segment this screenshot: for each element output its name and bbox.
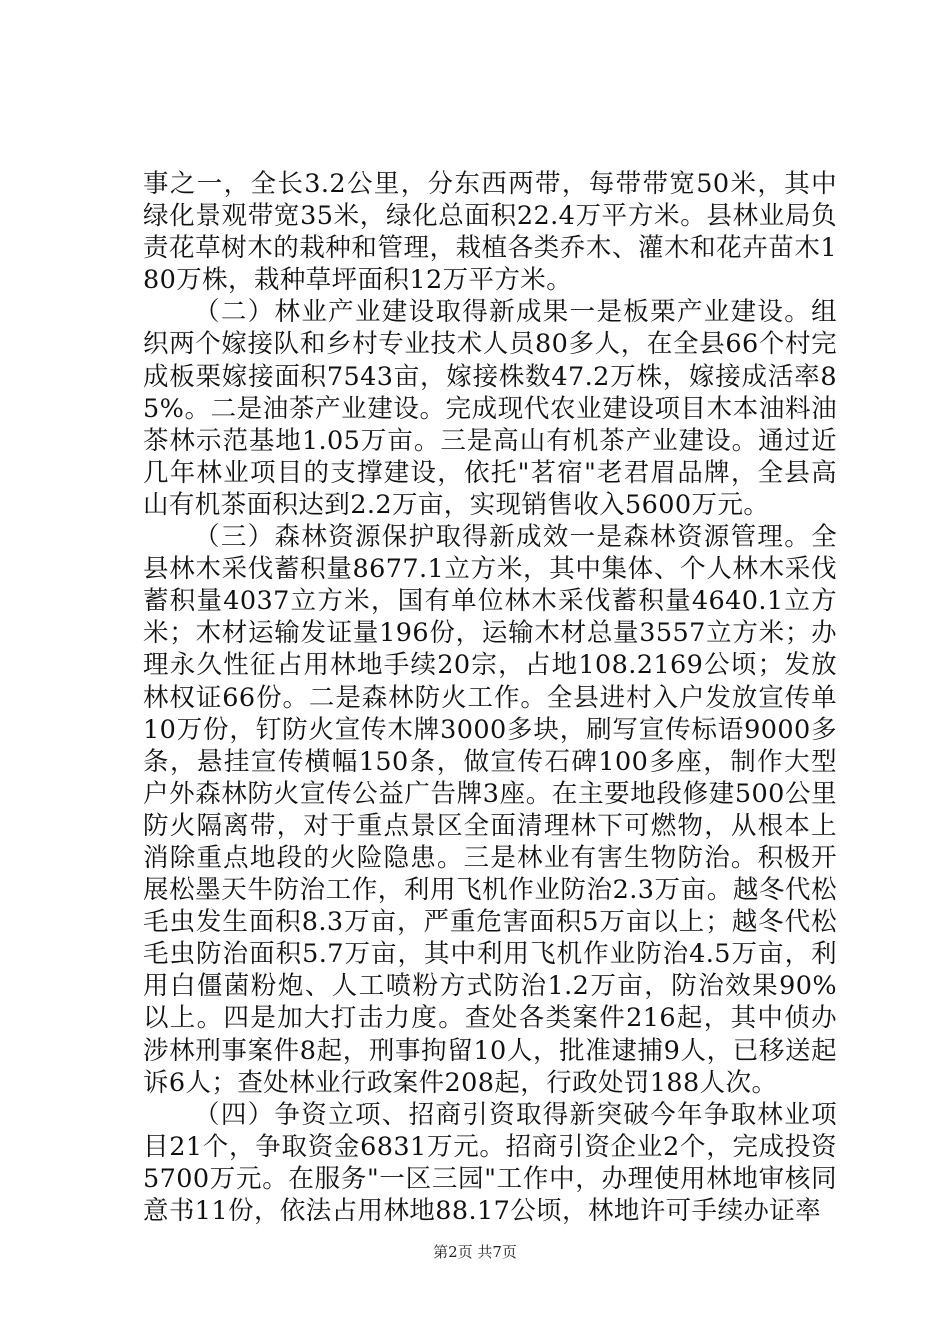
paragraph-forestry-industry: （二）林业产业建设取得新成果一是板栗产业建设。组织两个嫁接队和乡村专业技术人员80多人，在全县66个村完成板栗嫁接面积7543亩，嫁接株数47.2万株，嫁接成活率85%。二是油茶产业建设。完成现代农业建设项目木本油料油茶林示范基地1.05万亩。三是高山有机茶产业建设。通过近几年林业项目的支撑建设，依托"茗宿"老君眉品牌，全县高山有机茶面积达到2.2万亩，实现销售收入5600万元。 bbox=[143, 297, 837, 520]
paragraph-continuation: 事之一，全长3.2公里，分东西两带，每带带宽50米，其中绿化景观带宽35米，绿化总面积22.4万平方米。县林业局负责花草树木的栽种和管理，栽植各类乔木、灌木和花卉苗木180万株，栽种草坪面积12万平方米。 bbox=[143, 169, 837, 296]
page-footer: 第2页 共7页 bbox=[433, 1243, 517, 1261]
document-body bbox=[143, 168, 837, 1227]
paragraph-forest-protection: （三）森林资源保护取得新成效一是森林资源管理。全县林木采伐蓄积量8677.1立方米，其中集体、个人林木采伐蓄积量4037立方米，国有单位林木采伐蓄积量4640.1立方米；木材运输发证量196份，运输木材总量3557立方米；办理永久性征占用林地手续20宗，占地108.2169公顷；发放林权证66份。二是森林防火工作。全县进村入户发放宣传单10万份，钉防火宣传木牌3000多块，刷写宣传标语9000多条，悬挂宣传横幅150条，做宣传石碑100多座，制作大型户外森林防火宣传公益广告牌3座。在主要地段修建500公里防火隔离带，对于重点景区全面清理林下可燃物，从根本上消除重点地段的火险隐患。三是林业有害生物防治。积极开展松墨天牛防治工作，利用飞机作业防治2.3万亩。越冬代松毛虫发生面积8.3万亩，严重危害面积5万亩以上；越冬代松毛虫防治面积5.7万亩，其中利用飞机作业防治4.5万亩，利用白僵菌粉炮、人工喷粉方式防治1.2万亩，防治效果90%以上。四是加大打击力度。查处各类案件216起，其中侦办涉林刑事案件8起，刑事拘留10人，批准逮捕9人，已移送起诉6人；查处林业行政案件208起，行政处罚188人次。 bbox=[143, 522, 837, 1098]
paragraph-investment: （四）争资立项、招商引资取得新突破今年争取林业项目21个，争取资金6831万元。招商引资企业2个，完成投资5700万元。在服务"一区三园"工作中，办理使用林地审核同意书11份，依法占用林地88.17公顷，林地许可手续办证率 bbox=[143, 1099, 837, 1226]
